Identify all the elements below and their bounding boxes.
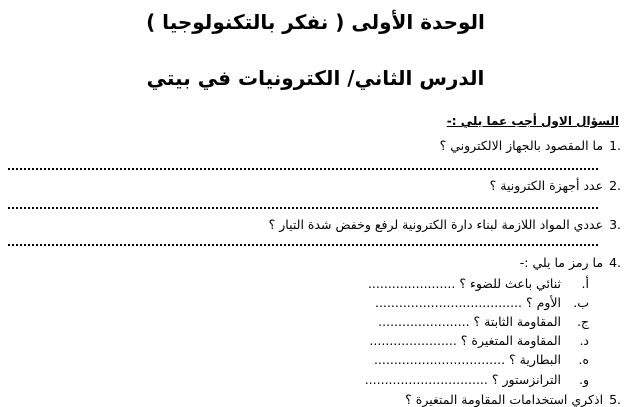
symbol-letter: أ.: [581, 276, 589, 291]
symbol-item: [368, 276, 589, 291]
question-text: اذكري استخدامات المقاومة المتغيرة ؟: [405, 392, 604, 407]
section-heading: السؤال الاول أجب عما يلي :-: [446, 114, 619, 128]
question-number: 4.: [609, 255, 621, 270]
question-number: 5.: [609, 392, 621, 407]
symbol-text: الترانزستور ؟ ...............................: [364, 372, 561, 387]
symbol-text: المقاومة الثابتة ؟ .......................: [378, 314, 561, 329]
question-text: ما المقصود بالجهاز الالكتروني ؟: [439, 138, 604, 153]
symbol-letter: ج.: [576, 314, 589, 329]
symbol-text: المقاومة المتغيرة ؟ ......................: [369, 333, 561, 348]
answer-line: [8, 242, 598, 246]
question-text: ما رمز ما يلي :-: [519, 255, 604, 270]
question-1: [440, 138, 621, 153]
lesson-title: الدرس الثاني/ الكترونيات في بيتي: [146, 66, 485, 90]
symbol-text: ثنائي باعث للضوء ؟ ......................: [367, 276, 561, 291]
symbol-text: الأوم ؟ .....................................: [375, 295, 561, 310]
symbol-item: [378, 314, 589, 329]
unit-title: الوحدة الأولى ( نفكر بالتكنولوجيا ): [146, 10, 485, 34]
question-text: عدد أجهزة الكترونية ؟: [489, 178, 604, 193]
question-text: عددي المواد اللازمة لبناء دارة الكترونية لرفع وخفض شدة التيار ؟: [268, 217, 604, 232]
question-number: 1.: [609, 138, 621, 153]
symbol-item: [369, 333, 589, 348]
symbol-letter: و.: [578, 372, 589, 387]
answer-line: [8, 205, 598, 209]
symbol-item: [365, 372, 589, 387]
question-number: 2.: [609, 178, 621, 193]
question-4: [520, 255, 621, 270]
question-3: [269, 217, 621, 232]
symbol-letter: ه.: [578, 352, 589, 367]
symbol-letter: ب.: [573, 295, 589, 310]
symbol-letter: د.: [579, 333, 589, 348]
answer-line: [8, 166, 598, 170]
symbol-item: [374, 352, 589, 367]
question-number: 3.: [609, 217, 621, 232]
symbol-item: [375, 295, 589, 310]
question-2: [490, 178, 621, 193]
symbol-text: البطارية ؟ .................................: [373, 352, 561, 367]
